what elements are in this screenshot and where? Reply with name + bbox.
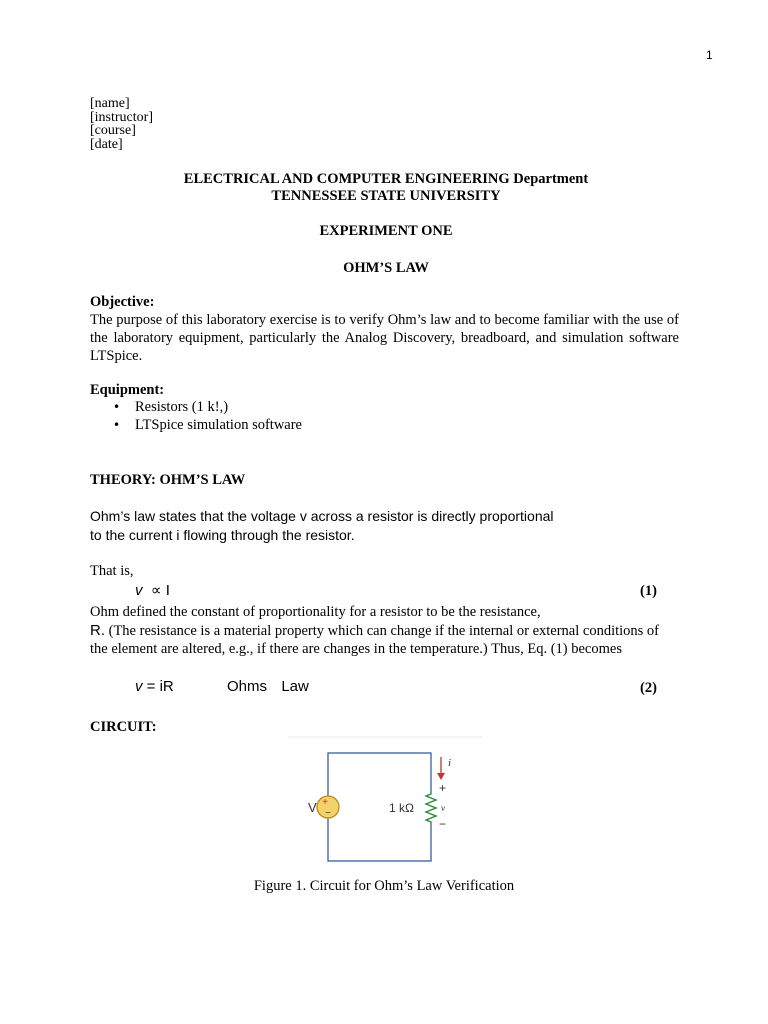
figure-caption: Figure 1. Circuit for Ohm’s Law Verification (253, 878, 515, 894)
source-label: V (308, 800, 317, 815)
current-arrow-head-icon (437, 773, 445, 780)
theory-heading: THEORY: OHM’S LAW (90, 472, 246, 488)
equation-2 (135, 678, 174, 695)
equation-1-number: (1) (640, 583, 657, 599)
ohm-text-1: Ohm defined the constant of proportionality for a resistor to be the resistance, (90, 604, 541, 620)
current-label: i (448, 757, 452, 769)
equipment-label: Equipment: (90, 382, 165, 398)
objective-label: Objective: (90, 294, 155, 310)
experiment-title: EXPERIMENT ONE (319, 223, 453, 239)
equipment-list (90, 398, 302, 434)
equation-2-number: (2) (640, 680, 657, 696)
circuit-loop (328, 753, 431, 861)
course-name: [course] (90, 123, 136, 138)
resistor-minus: − (439, 817, 447, 831)
ohm-text-2: (The resistance is a material property which can change if the internal or external conditions of the element are altered, e.g., if there are changes in the temperature.) Thus, Eq. (1) becomes (90, 622, 660, 657)
equipment-item: • Resistors (1 k!,) (135, 398, 302, 416)
ohm-paragraph (90, 603, 670, 659)
university-title: TENNESSEE STATE UNIVERSITY (271, 188, 501, 204)
source-plus: + (322, 797, 328, 808)
theory-line-1: Ohm’s law states that the voltage v across a resistor is directly proportional (90, 508, 554, 524)
department-title: ELECTRICAL AND COMPUTER ENGINEERING Department (183, 171, 589, 187)
student-name: [name] (90, 96, 130, 111)
instructor-name: [instructor] (90, 109, 153, 125)
header-block (90, 97, 153, 151)
theory-statement (90, 507, 554, 545)
eq2-v: v (135, 678, 143, 695)
page-number: 1 (706, 48, 713, 62)
ohm-R: R. (90, 621, 105, 639)
theory-line-2: to the current i flowing through the resistor. (90, 527, 355, 543)
equation-1 (135, 581, 170, 599)
date: [date] (90, 136, 123, 152)
equation-2-name: Ohms Law (227, 678, 309, 695)
equipment-item: • LTSpice simulation software (135, 416, 302, 434)
voltage-label: v (441, 803, 445, 813)
circuit-diagram (288, 735, 482, 867)
resistor-label: 1 kΩ (389, 801, 414, 815)
circuit-label: CIRCUIT: (90, 719, 157, 735)
objective-text: The purpose of this laboratory exercise is to verify Ohm’s law and to become familiar with the use of the laboratory equipment, particularly the Analog Discovery, breadboard, and simulation software LTSpice. (90, 312, 679, 364)
that-is-text: That is, (90, 563, 134, 579)
resistor-plus: + (439, 781, 447, 795)
eq1-rest: ∝ I (142, 582, 170, 599)
eq1-v: v (135, 582, 143, 599)
topic-title: OHM’S LAW (343, 260, 429, 276)
source-minus: − (325, 808, 331, 819)
eq2-rest: = iR (142, 678, 174, 695)
